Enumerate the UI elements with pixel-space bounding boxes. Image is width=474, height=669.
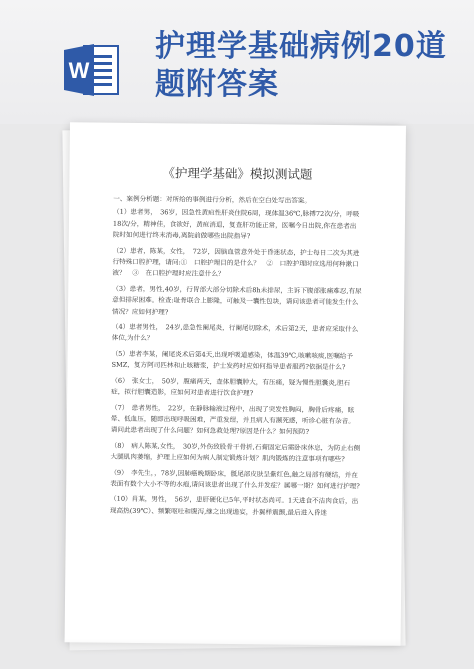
question-paragraph: （5）患者李某，阑尾炎术后第4天,出现呼吸道感染，体温39℃,咳嗽咳痰,医嘱给予SMZ，复方阿司匹林和止咳糖浆，护士发药时应如何指导患者服药?依据是什么? <box>111 349 354 372</box>
bottom-fade <box>0 639 474 669</box>
question-paragraph: （2）患者，陈某，女性， 72岁，因脑血管意外处于昏迷状态，护士每日二次为其进行特殊口腔护理，请问:① 口腔护理目的是什么？ ② 口腔护理时应选用何种漱口液？ ③ 在口腔护理时应注意什么？ <box>112 246 360 279</box>
question-paragraph: （10）肖某，男性， 56岁，患肝硬化已5年,平时状态尚可。1天进食不洁肉食后，出现高热(39℃）、频繁呕吐和腹泻,继之出现谵妄，扑翼样震颤,最后进入昏迷 <box>109 495 359 517</box>
header-banner <box>0 0 474 124</box>
question-paragraph: （1）患者男， 36岁，因急性黄疸性肝炎住院6周，现体温36℃,脉搏72次/分，呼吸18次/分，精神佳，食欲好，黄疸消退，复查肝功能正常，医嘱今日出院,你在患者出院时如何进行终末消毒,离院前做哪些出院指导? <box>112 208 360 241</box>
instruction-paragraph: 一、案例分析题：对所给的事例进行分析，然后在空白处写出答案。 <box>113 194 312 205</box>
page-title: 护理学基础病例20道题附答案 <box>155 29 447 102</box>
question-paragraph: （7） 患者男性， 22岁，在静脉输液过程中，出现了突发性胸闷，胸骨后疼痛，眩晕、低血压，随即出现呼吸困难，严重发绀，并且病人有濒死感，听诊心脏有杂音。请问此患者出现了什么问题？如何急救处理?原因是什么？如何预防? <box>110 403 355 437</box>
document-title: 《护理学基础》模拟测试题 <box>162 165 313 182</box>
word-document-icon <box>62 40 122 100</box>
document-page <box>65 122 406 645</box>
question-paragraph: （9） 李先生，，78岁,因肺癌晚期卧床，骶尾部皮肤呈紫红色,触之局部有硬结，并在表面有数个大小不等的水疱,请问该患者出现了什么并发症？属哪一期？如何进行护理? <box>110 468 360 491</box>
question-paragraph: （6） 张女士， 50岁，腹痛两天，查体胆囊肿大，有压痛，疑为慢性胆囊炎,胆石症，拟行胆囊造影，应如何对患者进行饮食护理? <box>111 376 351 398</box>
question-paragraph: （8） 病人陈某,女性， 30岁,外伤致股骨干骨折,石膏固定后需卧床休息，为防止右侧大腿肌肉萎缩，护理上应如何为病人制定锻炼计划？肌肉锻炼的注意事项有哪些? <box>110 441 361 464</box>
document-body <box>110 194 363 524</box>
svg-text:W: W <box>68 58 90 83</box>
question-paragraph: （4）患者男性， 24岁,患急性阑尾炎，行阑尾切除术，术后第2天，患者应采取什么体位,为什么？ <box>111 322 359 343</box>
question-paragraph: （3）患者，男性,40岁，行胃部大部分切除术后8h未排尿，主诉下腹部胀痛难忍,有尿意但排尿困难。检查:耻骨联合上膨隆，可触及一囊性包块，请问该患者可能发生什么情况？应如何护理? <box>111 284 362 316</box>
